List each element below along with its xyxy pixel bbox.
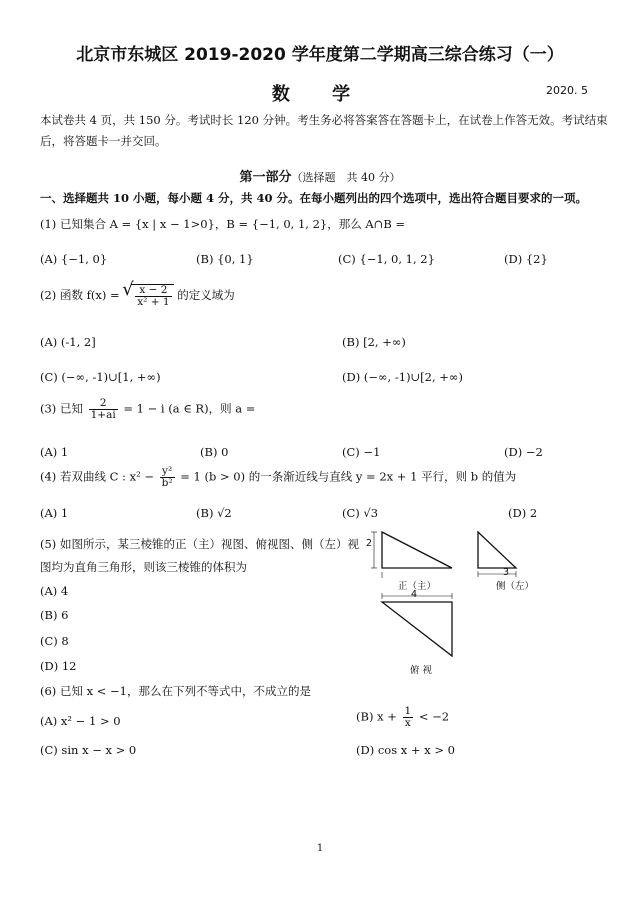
side-width-label: 3 xyxy=(503,567,510,578)
fraction-denominator: 1+ai xyxy=(90,409,116,421)
side-view xyxy=(478,532,516,577)
fraction-numerator: √ x − 2 xyxy=(135,285,171,297)
question-5-option-b: (B) 6 xyxy=(40,608,69,622)
question-5-option-d: (D) 12 xyxy=(40,659,77,673)
fraction-denominator: x xyxy=(404,717,411,729)
fraction-numerator: 2 xyxy=(89,398,118,410)
question-2-fraction xyxy=(135,285,171,308)
question-2-prefix: (2) 函数 f(x) = xyxy=(40,288,120,302)
top-width-label: 4 xyxy=(411,589,418,600)
question-5-option-a: (A) 4 xyxy=(40,584,69,598)
question-6-stem: (6) 已知 x < −1，那么在下列不等式中，不成立的是 xyxy=(40,684,311,698)
question-6-option-c: (C) sin x − x > 0 xyxy=(40,743,137,757)
option-b-suffix: < −2 xyxy=(418,709,450,724)
question-5-stem-line-2: 图均为直角三角形，则该三棱锥的体积为 xyxy=(40,560,247,574)
question-6-option-a: (A) x² − 1 > 0 xyxy=(40,714,121,728)
question-4-suffix: = 1 (b > 0) 的一条渐近线与直线 y = 2x + 1 平行，则 b 的值为 xyxy=(180,469,517,484)
question-4-option-c: (C) √3 xyxy=(342,506,379,520)
question-4-stem xyxy=(40,466,516,489)
front-height-label: 2 xyxy=(366,538,373,549)
fraction-denominator: x² + 1 xyxy=(137,296,170,308)
question-3-fraction xyxy=(89,398,118,421)
top-view-triangle xyxy=(382,602,452,656)
question-3-option-c: (C) −1 xyxy=(342,445,381,459)
question-4-prefix: (4) 若双曲线 C : x² − xyxy=(40,469,154,484)
question-1-option-d: (D) {2} xyxy=(504,252,548,266)
section-instructions: 一、选择题共 10 小题，每小题 4 分，共 40 分。在每小题列出的四个选项中，选出符合题目要求的一项。 xyxy=(40,191,588,205)
question-1-stem: (1) 已知集合 A = {x | x − 1>0}，B = {−1, 0, 1, 2}，那么 A∩B = xyxy=(40,217,406,231)
front-view xyxy=(371,532,452,578)
sqrt-symbol xyxy=(131,284,173,308)
exam-title: 北京市东城区 2019-2020 学年度第二学期高三综合练习（一） xyxy=(76,45,564,65)
question-3-stem xyxy=(40,398,255,421)
three-view-figure xyxy=(360,524,560,684)
question-3-prefix: (3) 已知 xyxy=(40,401,83,416)
side-view-label: 侧（左） xyxy=(496,581,535,592)
exam-instructions: 本试卷共 4 页，共 150 分。考试时长 120 分钟。考生务必将答案答在答题卡上，在试卷上作答无效。考试结束后，将答题卡一并交回。 xyxy=(40,113,608,148)
question-2-option-a: (A) (-1, 2] xyxy=(40,335,96,349)
front-view-triangle xyxy=(382,532,452,568)
part-one-title: 第一部分 xyxy=(239,170,292,185)
question-4-option-d: (D) 2 xyxy=(508,506,538,520)
question-4-option-b: (B) √2 xyxy=(196,506,232,520)
question-1-option-b: (B) {0, 1} xyxy=(196,252,254,266)
option-b-prefix: (B) x + xyxy=(356,709,397,724)
question-4-option-a: (A) 1 xyxy=(40,506,69,520)
question-4-fraction xyxy=(160,466,175,489)
question-2-suffix: 的定义域为 xyxy=(177,288,235,302)
question-2-option-d: (D) (−∞, -1)∪[2, +∞) xyxy=(342,370,464,384)
subject-heading: 数 学 xyxy=(271,84,369,105)
part-one-subtitle: （选择题 共 40 分） xyxy=(291,171,401,184)
part-one-heading xyxy=(0,166,640,185)
question-3-option-d: (D) −2 xyxy=(504,445,543,459)
question-1-option-c: (C) {−1, 0, 1, 2} xyxy=(338,252,435,266)
question-5-stem-line-1: (5) 如图所示，某三棱锥的正（主）视图、俯视图、侧（左）视 xyxy=(40,537,359,551)
question-6-fraction xyxy=(403,706,414,729)
fraction-numerator: 1 xyxy=(404,705,412,717)
fraction-numerator: y² xyxy=(160,466,175,478)
question-2-stem xyxy=(40,284,235,308)
question-5-option-c: (C) 8 xyxy=(40,634,69,648)
question-2-option-b: (B) [2, +∞) xyxy=(342,335,406,349)
question-6-option-d: (D) cos x + x > 0 xyxy=(356,743,455,757)
exam-date: 2020. 5 xyxy=(546,84,588,97)
fraction-denominator: b² xyxy=(161,477,173,489)
top-view-label: 俯 视 xyxy=(410,665,433,676)
top-view xyxy=(382,593,452,656)
front-view-label: 正（主） xyxy=(398,581,437,592)
side-view-triangle xyxy=(478,532,516,568)
question-1-option-a: (A) {−1, 0} xyxy=(40,252,108,266)
question-3-option-b: (B) 0 xyxy=(200,445,229,459)
question-3-option-a: (A) 1 xyxy=(40,445,69,459)
question-2-option-c: (C) (−∞, -1)∪[1, +∞) xyxy=(40,370,161,384)
page-number: 1 xyxy=(316,843,324,854)
question-6-option-b xyxy=(356,706,449,729)
question-3-suffix: = 1 − i (a ∈ R)，则 a = xyxy=(123,401,256,416)
